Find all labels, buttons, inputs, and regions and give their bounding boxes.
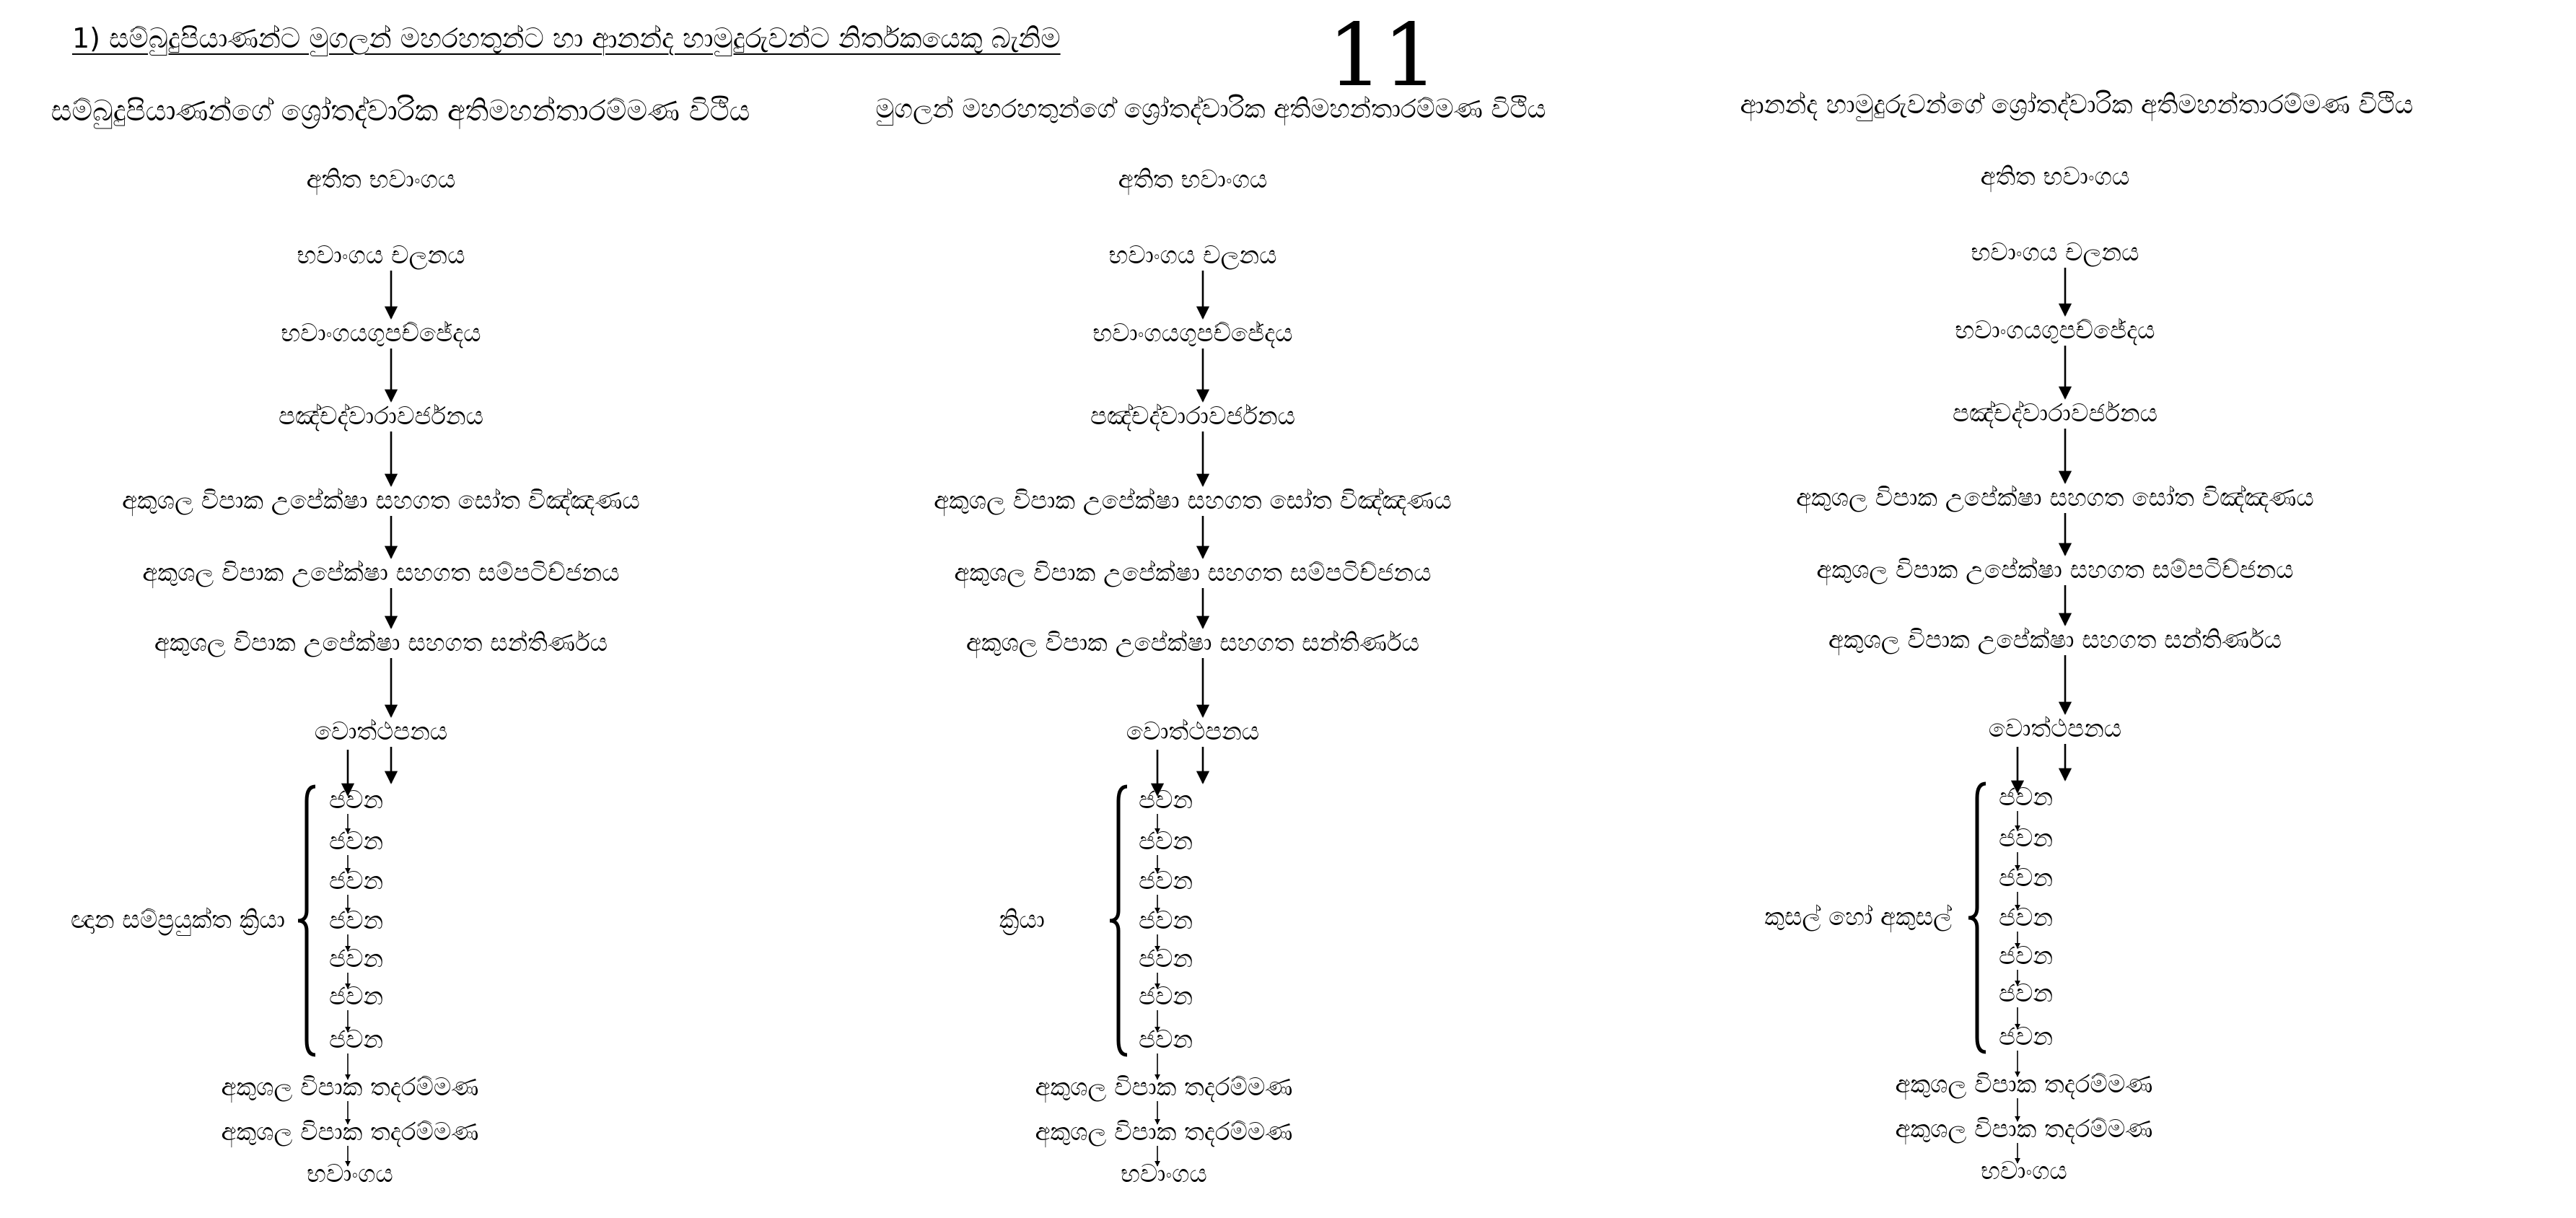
javana-item: ජවන xyxy=(1999,979,2054,1008)
javana-item: ජවන xyxy=(1139,945,1193,973)
process-node: අතිත භවාංගය xyxy=(1118,165,1268,194)
process-node: වොත්ථපනය xyxy=(314,717,448,746)
javana-item: ජවන xyxy=(329,786,384,815)
javana-group-label: ක්‍රියා xyxy=(999,906,1045,934)
javana-item: ජවන xyxy=(329,867,384,895)
javana-item: ජවන xyxy=(329,906,384,935)
process-node: වොත්ථපනය xyxy=(1988,714,2122,743)
process-node: අකුශල විපාක උපේක්ෂා සහගත සන්තිර්ණය xyxy=(965,628,1420,657)
process-node: අකුශල විපාක උපේක්ෂා සහගත සෝත විඤ්ඤණය xyxy=(122,486,640,515)
javana-item: ජවන xyxy=(1999,1022,2054,1051)
page-heading: 1) සම්බුදුපියාණන්ට මුගලන් මහරහතුන්ට හා ආනන්ද හාමුදුරුවන්ට නිර්තකයෙකු බැනිම xyxy=(72,22,1061,54)
process-node: අකුශල විපාක උපේක්ෂා සහගත සන්තිර්ණය xyxy=(154,628,608,657)
javana-item: ජවන xyxy=(329,827,384,856)
tail-node: භවාංගය xyxy=(1981,1157,2067,1186)
javana-item: ජවන xyxy=(1139,906,1193,935)
process-node: අතිත භවාංගය xyxy=(1980,162,2130,191)
page-number: 11 xyxy=(1328,6,1438,106)
process-node: භවාංගයගුපච්ජේදය xyxy=(281,319,481,348)
process-node: අකුශල විපාක උපේක්ෂා සහගත සෝත විඤ්ඤණය xyxy=(1796,483,2314,512)
column-title: ආනන්ද හාමුදුරුවන්ගේ ශ්‍රෝතද්වාරික අතිමහන්තාරම්මණ විථිය xyxy=(1740,90,2414,120)
javana-item: ජවන xyxy=(329,945,384,973)
tail-node: අකුශල විපාක තදරම්මණ xyxy=(1895,1115,2153,1144)
javana-item: ජවන xyxy=(329,982,384,1011)
process-node: භවාංගයගුපච්ජේදය xyxy=(1955,316,2155,345)
process-node: අතිත භවාංගය xyxy=(306,165,456,194)
javana-item: ජවන xyxy=(1139,867,1193,895)
tail-node: අකුශල විපාක තදරම්මණ xyxy=(221,1073,479,1102)
javana-item: ජවන xyxy=(1139,786,1193,815)
javana-item: ජවන xyxy=(1139,982,1193,1011)
javana-item: ජවන xyxy=(329,1025,384,1054)
javana-group-brace xyxy=(1968,784,1986,1052)
tail-node: භවාංගය xyxy=(307,1160,393,1188)
tail-node: අකුශල විපාක තදරම්මණ xyxy=(1035,1118,1293,1147)
tail-node: අකුශල විපාක තදරම්මණ xyxy=(1895,1070,2153,1099)
process-node: අකුශල විපාක උපේක්ෂා සහගත සම්පටිච්ජනය xyxy=(142,558,620,587)
process-node: පඤ්චද්වාරාවර්ජනය xyxy=(278,402,484,431)
process-node: පඤ්චද්වාරාවර්ජනය xyxy=(1090,402,1296,431)
tail-node: භවාංගය xyxy=(1121,1160,1207,1188)
process-node: අකුශල විපාක උපේක්ෂා සහගත සෝත විඤ්ඤණය xyxy=(934,486,1452,515)
javana-item: ජවන xyxy=(1139,1025,1193,1054)
process-node: භවාංගය චලනය xyxy=(1108,241,1277,270)
process-node: භවාංගයගුපච්ජේදය xyxy=(1092,319,1293,348)
javana-group-label: කුසල් හෝ අකුසල් xyxy=(1764,903,1952,932)
process-node: පඤ්චද්වාරාවර්ජනය xyxy=(1952,399,2158,428)
javana-item: ජවන xyxy=(1999,942,2054,971)
process-node: අකුශල විපාක උපේක්ෂා සහගත සන්තිර්ණය xyxy=(1828,626,2282,654)
javana-group-brace xyxy=(298,787,315,1055)
javana-item: ජවන xyxy=(1139,827,1193,856)
process-node: අකුශල විපාක උපේක්ෂා සහගත සම්පටිච්ජනය xyxy=(954,558,1432,587)
tail-node: අකුශල විපාක තදරම්මණ xyxy=(221,1118,479,1147)
process-node: භවාංගය චලනය xyxy=(297,241,465,270)
tail-node: අකුශල විපාක තදරම්මණ xyxy=(1035,1073,1293,1102)
javana-group-label: ඥාන සම්ප්‍රයුක්ත ක්‍රියා xyxy=(70,906,285,934)
javana-item: ජවන xyxy=(1999,864,2054,893)
javana-item: ජවන xyxy=(1999,783,2054,812)
javana-item: ජවන xyxy=(1999,903,2054,932)
column-title: සම්බුදුපියාණන්ගේ ශ්‍රෝතද්වාරික අතිමහන්තාරම්මණ විථිය xyxy=(51,95,750,128)
process-node: භවාංගය චලනය xyxy=(1971,238,2139,267)
process-node: අකුශල විපාක උපේක්ෂා සහගත සම්පටිච්ජනය xyxy=(1816,556,2294,584)
column-title: මුගලන් මහරහතුන්ගේ ශ්‍රෝතද්වාරික අතිමහන්තාරම්මණ විථිය xyxy=(875,95,1546,124)
process-node: වොත්ථපනය xyxy=(1126,717,1260,746)
javana-item: ජවන xyxy=(1999,824,2054,853)
javana-group-brace xyxy=(1110,787,1127,1055)
